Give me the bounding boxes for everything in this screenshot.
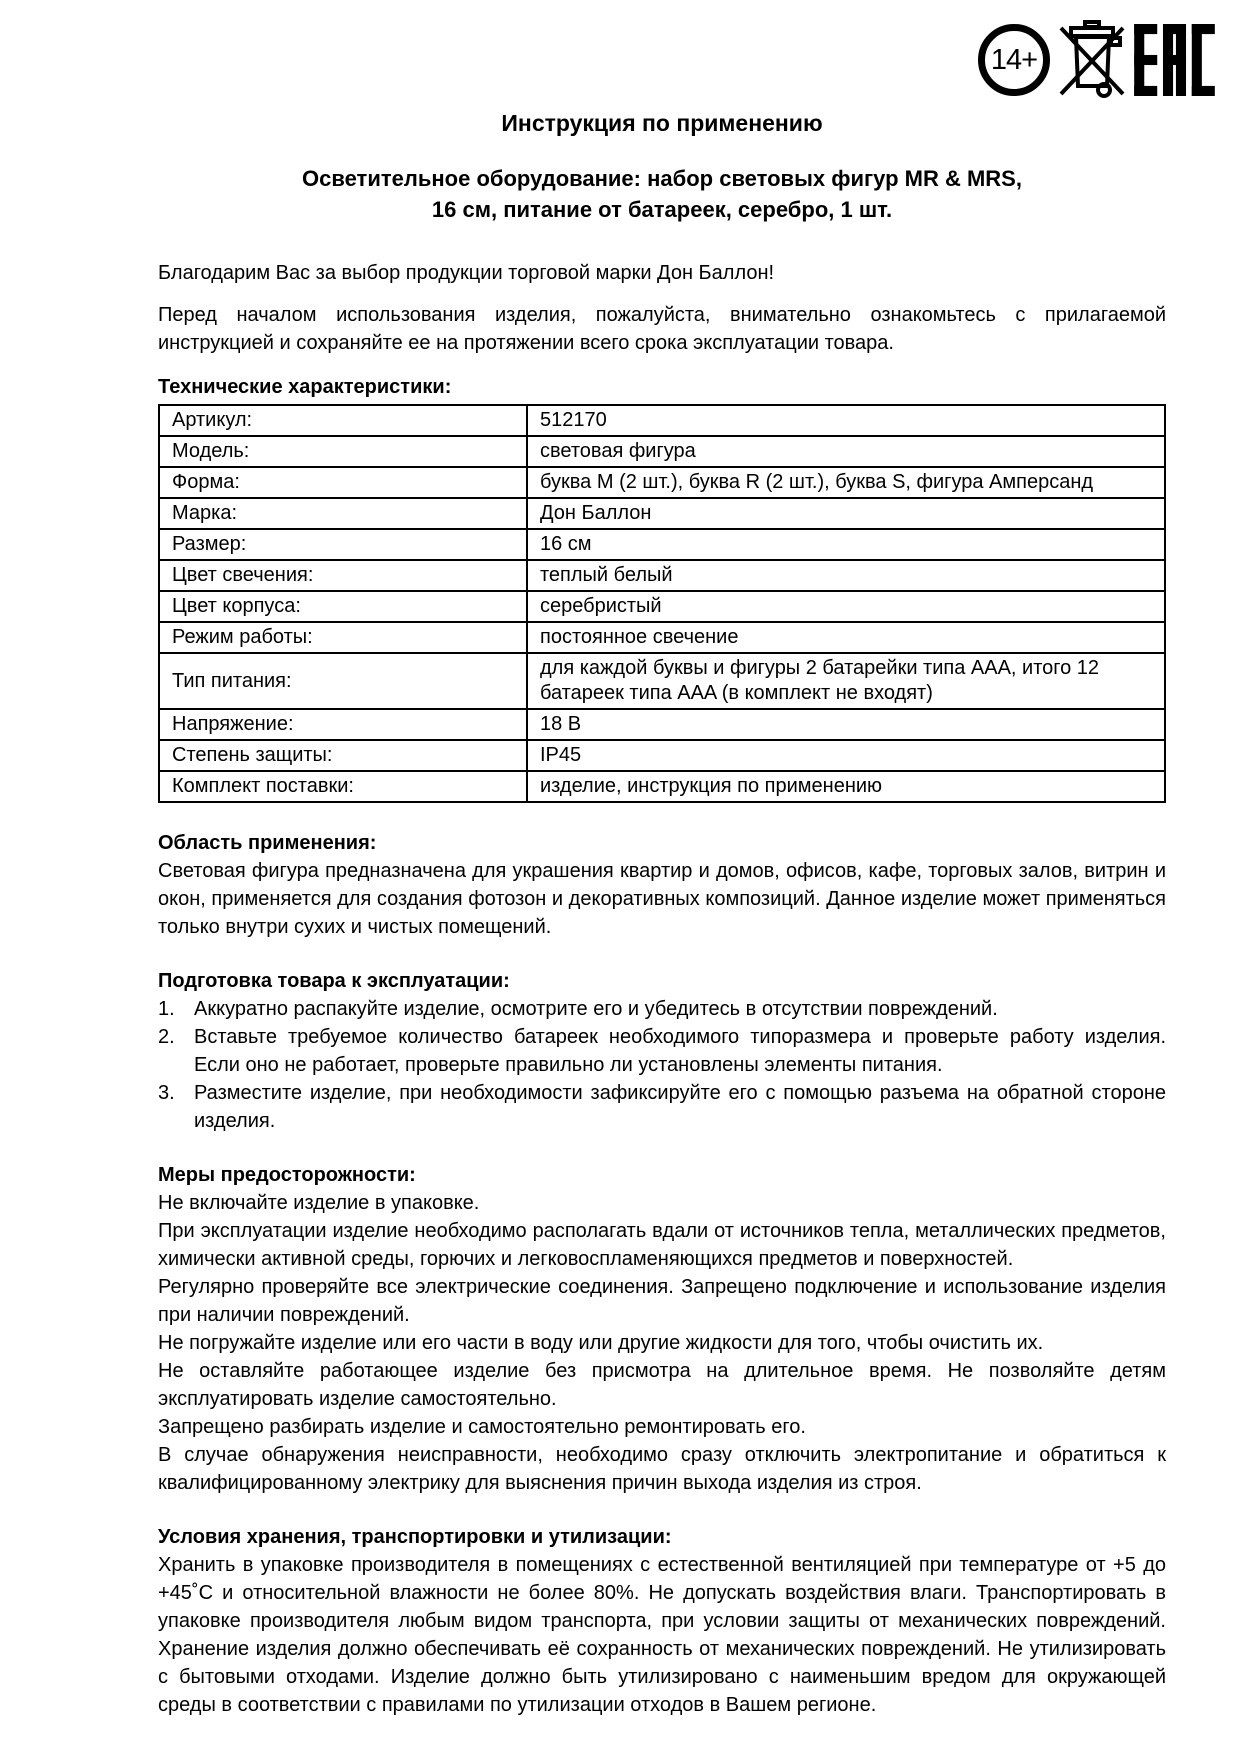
item-text: Аккуратно распакуйте изделие, осмотрите его и убедитесь в отсутствии повреждений. (194, 998, 998, 1020)
table-row (159, 436, 1165, 467)
table-row (159, 740, 1165, 771)
item-text: Разместите изделие, при необходимости зафиксируйте его с помощью разъема на обратной стороне изделия. (194, 1082, 1166, 1132)
precaution-paragraph: Запрещено разбирать изделие и самостоятельно ремонтировать его. (158, 1416, 806, 1438)
application-body: Световая фигура предназначена для украшения квартир и домов, офисов, кафе, торговых залов, витрин и окон, применяется для создания фотозон и декоративных композиций. Данное изделие может применяться только внутри сухих и чистых помещений. (158, 860, 1166, 938)
list-item (158, 1023, 1166, 1079)
spec-label: Режим работы: (159, 622, 527, 653)
storage-heading: Условия хранения, транспортировки и утилизации: (158, 1526, 672, 1548)
item-number: 1. (158, 998, 175, 1020)
table-row (159, 405, 1165, 436)
table-row (159, 622, 1165, 653)
table-row (159, 467, 1165, 498)
item-number: 3. (158, 1082, 175, 1104)
application-heading: Область применения: (158, 832, 377, 854)
spec-label: Размер: (159, 529, 527, 560)
specs-heading: Технические характеристики: (158, 376, 452, 398)
product-title-line1: Осветительное оборудование: набор световых фигур MR & MRS, (302, 166, 1022, 191)
spec-label: Степень защиты: (159, 740, 527, 771)
intro-thanks-paragraph: Благодарим Вас за выбор продукции торговой марки Дон Баллон! (158, 262, 775, 284)
page-title: Инструкция по применению (501, 110, 823, 136)
product-title-line2: 16 см, питание от батареек, серебро, 1 шт. (431, 197, 893, 222)
spec-value: серебристый (527, 591, 1165, 622)
spec-value: 512170 (527, 405, 1165, 436)
precautions-heading: Меры предосторожности: (158, 1164, 416, 1186)
precaution-paragraph: Не погружайте изделие или его части в воду или другие жидкости для того, чтобы очистить их. (158, 1332, 1044, 1354)
spec-label: Форма: (159, 467, 527, 498)
item-number: 2. (158, 1026, 175, 1048)
spec-value: IP45 (527, 740, 1165, 771)
table-row (159, 771, 1165, 802)
spec-label: Цвет корпуса: (159, 591, 527, 622)
spec-label: Марка: (159, 498, 527, 529)
spec-value: для каждой буквы и фигуры 2 батарейки типа AAA, итого 12 батареек типа AAA (в комплект не входят) (527, 653, 1165, 709)
preparation-heading: Подготовка товара к эксплуатации: (158, 970, 510, 992)
list-item (158, 1079, 1166, 1135)
spec-value: постоянное свечение (527, 622, 1165, 653)
storage-body: Хранить в упаковке производителя в помещениях с естественной вентиляцией при температуре от +5 до +45˚С и относительной влажности не более 80%. Не допускать воздействия влаги. Транспортировать в упаковке производителя любым видом транспорта, при условии защиты от механических повреждений. Хранение изделия должно обеспечивать её сохранность от механических повреждений. Не утилизировать с бытовыми отходами. Изделие должно быть утилизировано с наименьшим вредом для окружающей среды в соответствии с правилами по утилизации отходов в Вашем регионе. (158, 1554, 1166, 1716)
spec-label: Цвет свечения: (159, 560, 527, 591)
product-title (158, 163, 1166, 225)
table-row (159, 591, 1165, 622)
age-rating-label: 14+ (990, 43, 1038, 76)
precaution-paragraph: В случае обнаружения неисправности, необходимо сразу отключить электропитание и обратиться к квалифицированному электрику для выяснения причин выхода изделия из строя. (158, 1444, 1166, 1494)
spec-value: 16 см (527, 529, 1165, 560)
spec-value: 18 В (527, 709, 1165, 740)
table-row (159, 709, 1165, 740)
spec-label: Комплект поставки: (159, 771, 527, 802)
precaution-paragraph: При эксплуатации изделие необходимо располагать вдали от источников тепла, металлических предметов, химически активной среды, горючих и легковоспламеняющихся предметов и поверхностей. (158, 1220, 1166, 1270)
specs-table (158, 404, 1166, 803)
table-row (159, 653, 1165, 709)
table-row (159, 529, 1165, 560)
table-row (159, 560, 1165, 591)
precaution-paragraph: Регулярно проверяйте все электрические соединения. Запрещено подключение и использование изделия при наличии повреждений. (158, 1276, 1166, 1326)
item-text: Вставьте требуемое количество батареек необходимого типоразмера и проверьте работу изделия. Если оно не работает, проверьте правильно ли установлены элементы питания. (194, 1026, 1166, 1076)
table-row (159, 498, 1165, 529)
precautions-body (158, 1189, 1166, 1497)
precaution-paragraph: Не оставляйте работающее изделие без присмотра на длительное время. Не позволяйте детям эксплуатировать изделие самостоятельно. (158, 1360, 1166, 1410)
spec-value: световая фигура (527, 436, 1165, 467)
spec-value: теплый белый (527, 560, 1165, 591)
spec-value: буква M (2 шт.), буква R (2 шт.), буква S, фигура Амперсанд (527, 467, 1165, 498)
precaution-paragraph: Не включайте изделие в упаковке. (158, 1192, 480, 1214)
spec-label: Модель: (159, 436, 527, 467)
spec-label: Артикул: (159, 405, 527, 436)
list-item (158, 995, 1166, 1023)
preparation-list (158, 995, 1166, 1135)
document-content (158, 0, 1166, 1719)
spec-label: Тип питания: (159, 653, 527, 709)
spec-value: изделие, инструкция по применению (527, 771, 1165, 802)
spec-value: Дон Баллон (527, 498, 1165, 529)
intro-read-paragraph: Перед началом использования изделия, пожалуйста, внимательно ознакомьтесь с прилагаемой инструкцией и сохраняйте ее на протяжении всего срока эксплуатации товара. (158, 304, 1166, 354)
spec-label: Напряжение: (159, 709, 527, 740)
